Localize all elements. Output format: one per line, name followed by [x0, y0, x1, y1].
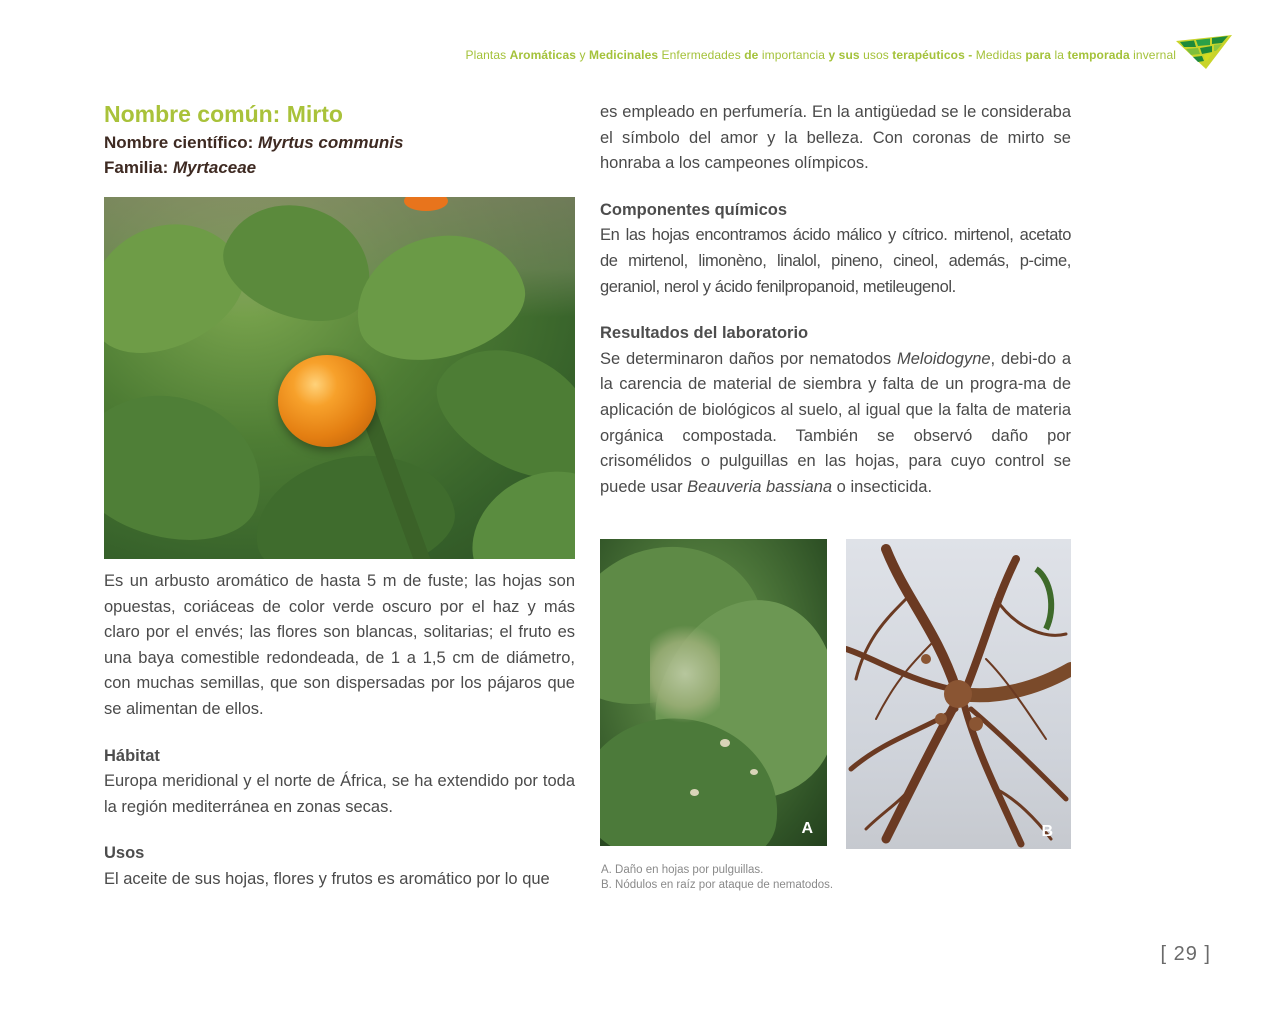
habitat-paragraph: Europa meridional y el norte de África, se ha extendido por toda la región mediterránea en zonas secas. — [104, 772, 575, 816]
root-nodules-photo — [846, 539, 1071, 849]
family-value: Myrtaceae — [172, 158, 257, 177]
header-segment: y — [576, 48, 589, 62]
right-column — [600, 100, 1071, 500]
usos-paragraph-continued: es empleado en perfumería. En la antigüedad se le consideraba el símbolo del amor y la belleza. Con coronas de mirto se honraba a los campeones olímpicos. — [600, 103, 1071, 173]
header-segment: para — [1025, 48, 1052, 62]
resultados-text-b: , debi-do a la carencia de material de siembra y falta de un progra-ma de aplicación de biológicos al suelo, al igual que la falta de materia orgánica compostada. También se observó daño por crisomélidos o pulguillas en las hojas, para cuyo control se puede usar — [600, 349, 1072, 496]
header-segment: temporada — [1067, 48, 1130, 62]
resultados-paragraph — [600, 347, 1071, 501]
photo-caption — [601, 863, 833, 893]
running-header — [465, 48, 1176, 62]
header-segment: de — [744, 48, 759, 62]
resultados-italic-beauveria: Beauveria bassiana — [687, 477, 833, 496]
photo-b-label: B — [1041, 823, 1053, 840]
componentes-heading: Componentes químicos — [600, 200, 788, 219]
description-paragraph: Es un arbusto aromático de hasta 5 m de fuste; las hojas son opuestas, coriáceas de color verde oscuro por el haz y más claro por el envés; las flores son blancas, solitarias; el fruto es una baya comestible redondeada, de 1 a 1,5 cm de diámetro, con muchas semillas, que son dispersadas por los pájaros que se alimentan de ellos. — [104, 572, 575, 718]
usos-paragraph-start: El aceite de sus hojas, flores y frutos es aromático por lo que — [104, 869, 550, 888]
header-segment: usos — [859, 48, 893, 62]
scientific-name-label: Nombre científico: — [104, 133, 258, 152]
resultados-text-c: o insecticida. — [832, 477, 933, 496]
scientific-name — [104, 130, 575, 155]
resultados-text-a: Se determinaron daños por nematodos — [600, 349, 897, 368]
family-label: Familia: — [104, 158, 173, 177]
page-number: [ 29 ] — [1160, 943, 1211, 965]
lab-photos — [600, 539, 1071, 849]
header-segment: Medicinales — [588, 48, 659, 62]
family-name — [104, 155, 575, 180]
header-segment: Enfermedades — [658, 48, 745, 62]
header-segment: y sus — [828, 48, 860, 62]
common-name-title: Nombre común: Mirto — [104, 101, 343, 127]
photo-a-label: A — [801, 820, 813, 837]
habitat-heading: Hábitat — [104, 746, 160, 765]
header-segment: invernal — [1129, 48, 1176, 62]
publisher-logo-icon — [1176, 33, 1232, 69]
header-segment: Plantas — [465, 48, 510, 62]
resultados-italic-meloidogyne: Meloidogyne — [896, 349, 991, 368]
caption-a: A. Daño en hojas por pulguillas. — [601, 864, 764, 876]
left-column — [104, 100, 575, 893]
componentes-paragraph: En las hojas encontramos ácido málico y cítrico. mirtenol, acetato de mirtenol, limonèno, linalol, pineno, cineol, además, p-cime, geraniol, nerol y ácido fenilpropanoid, metileugenol. — [600, 226, 1071, 296]
caption-b: B. Nódulos en raíz por ataque de nematodos. — [601, 879, 834, 891]
header-segment: terapéuticos - — [892, 48, 973, 62]
header-segment: Medidas — [972, 48, 1026, 62]
header-segment: importancia — [758, 48, 829, 62]
usos-heading: Usos — [104, 844, 145, 863]
leaf-damage-photo — [600, 539, 827, 846]
myrtle-fruit-photo — [104, 197, 575, 559]
header-segment: Aromáticas — [509, 48, 577, 62]
resultados-heading: Resultados del laboratorio — [600, 324, 809, 343]
scientific-name-value: Myrtus communis — [257, 133, 404, 152]
header-segment: la — [1051, 48, 1068, 62]
